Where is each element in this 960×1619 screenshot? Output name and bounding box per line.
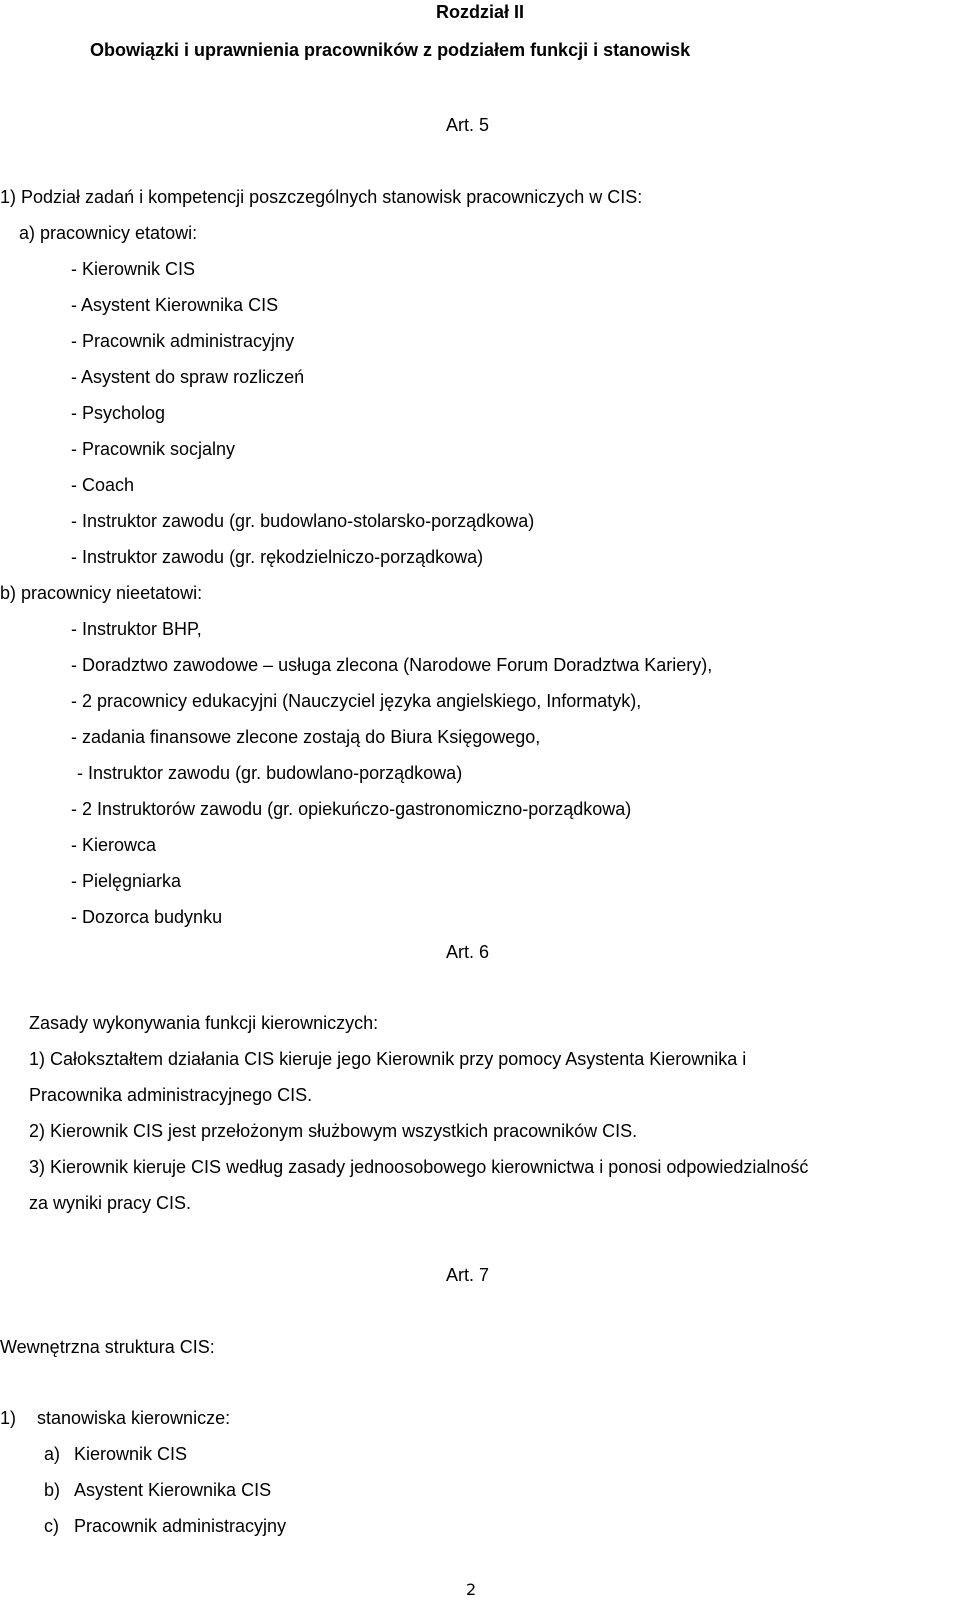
chapter-subtitle: Obowiązki i uprawnienia pracowników z podziałem funkcji i stanowisk [90,40,691,60]
list-item: - Instruktor zawodu (gr. budowlano-stolarsko-porządkowa) [71,511,535,531]
art7-heading: Art. 7 [446,1265,490,1285]
list-item: - Instruktor zawodu (gr. rękodzielniczo-porządkowa) [71,547,484,567]
art5-intro: 1) Podział zadań i kompetencji poszczególnych stanowisk pracowniczych w CIS: [0,187,643,207]
list-item: - Pielęgniarka [71,871,182,891]
list-item: - Pracownik socjalny [71,439,236,459]
list-item: - Dozorca budynku [71,907,223,927]
list-item: - zadania finansowe zlecone zostają do Biura Księgowego, [71,727,541,747]
art7-intro: Wewnętrzna struktura CIS: [0,1337,215,1357]
art7-item-1-number: 1) [0,1408,17,1428]
list-item: - 2 pracownicy edukacyjni (Nauczyciel języka angielskiego, Informatyk), [71,691,642,711]
list-item: - Pracownik administracyjny [71,331,295,351]
art6-heading: Art. 6 [446,942,490,962]
list-item: - Doradztwo zawodowe – usługa zlecona (Narodowe Forum Doradztwa Kariery), [71,655,713,675]
list-item: - Coach [71,475,135,495]
art5-a-label: a) pracownicy etatowi: [19,223,198,243]
list-item-letter: c) [44,1516,59,1536]
list-item: - Asystent Kierownika CIS [71,295,279,315]
chapter-title: Rozdział II [435,2,524,22]
art7-item-1-text: stanowiska kierownicze: [37,1408,231,1428]
list-item: - Kierowca [71,835,157,855]
list-item: - Asystent do spraw rozliczeń [71,367,305,387]
art6-intro: Zasady wykonywania funkcji kierowniczych: [29,1013,379,1033]
art5-heading: Art. 5 [446,115,490,135]
list-item-letter: a) [44,1444,61,1464]
art6-paragraph-1: 1) Całokształtem działania CIS kieruje jego Kierownik przy pomocy Asystenta Kierownika i [29,1049,747,1069]
list-item: Asystent Kierownika CIS [74,1480,272,1500]
art6-paragraph-1-cont: Pracownika administracyjnego CIS. [29,1085,313,1105]
art5-b-label: b) pracownicy nieetatowi: [0,583,203,603]
list-item: Kierownik CIS [74,1444,188,1464]
art6-paragraph-3-cont: za wyniki pracy CIS. [29,1193,192,1213]
art6-paragraph-2: 2) Kierownik CIS jest przełożonym służbowym wszystkich pracowników CIS. [29,1121,638,1141]
list-item: Pracownik administracyjny [74,1516,287,1536]
list-item: - 2 Instruktorów zawodu (gr. opiekuńczo-gastronomiczno-porządkowa) [71,799,632,819]
list-item: - Instruktor zawodu (gr. budowlano-porządkowa) [77,763,463,783]
art6-paragraph-3: 3) Kierownik kieruje CIS według zasady jednoosobowego kierownictwa i ponosi odpowiedzialność [29,1157,809,1177]
list-item-letter: b) [44,1480,61,1500]
list-item: - Kierownik CIS [71,259,196,279]
list-item: - Instruktor BHP, [71,619,202,639]
page-number: 2 [466,1580,477,1599]
list-item: - Psycholog [71,403,166,423]
